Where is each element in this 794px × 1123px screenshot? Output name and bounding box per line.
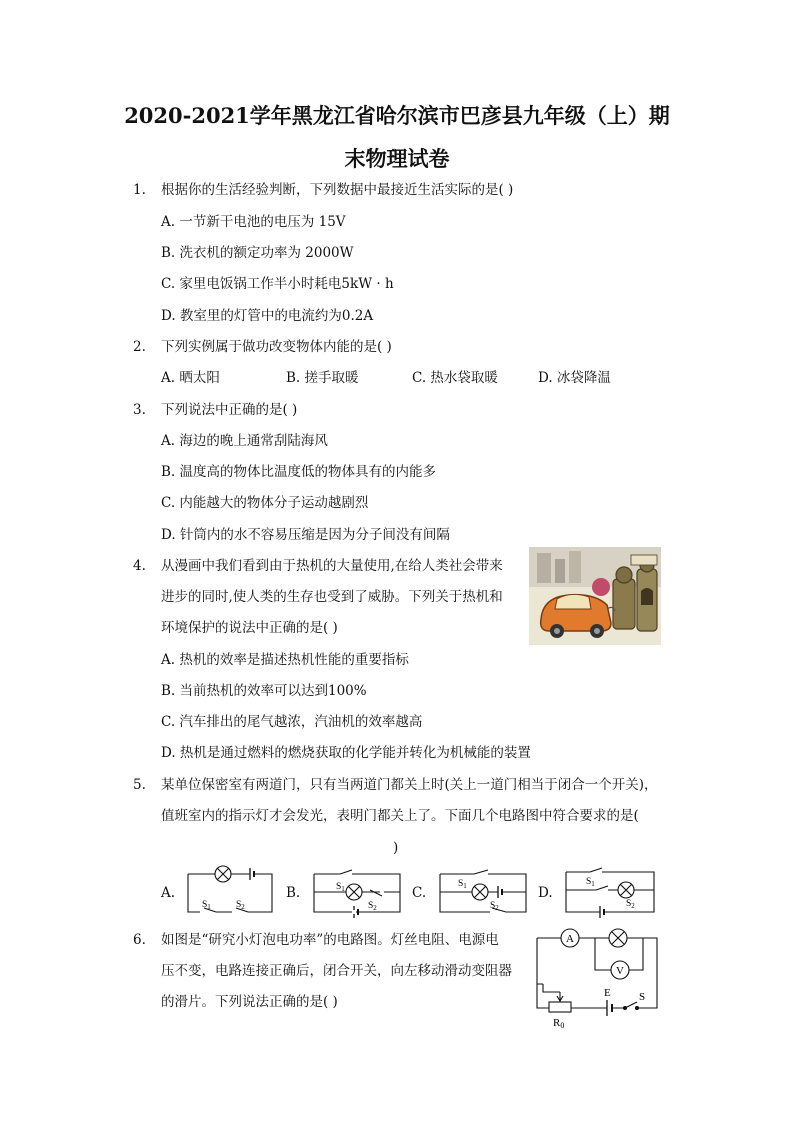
svg-text:E: E bbox=[604, 987, 611, 999]
svg-text:S2: $S_2$ bbox=[626, 899, 635, 910]
question-5-option-c: C. bbox=[412, 885, 427, 901]
question-4-option-b: B. 当前热机的效率可以达到100% bbox=[161, 683, 367, 699]
svg-text:A: A bbox=[566, 933, 574, 945]
svg-text:S1: $S_1$ bbox=[202, 900, 211, 911]
question-1-option-c: C. 家里电饭锅工作半小时耗电5kW · h bbox=[161, 276, 394, 292]
svg-text:S: S bbox=[639, 991, 646, 1003]
question-3-option-b: B. 温度高的物体比温度低的物体具有的内能多 bbox=[161, 464, 437, 480]
page-title-line1: 2020-2021学年黑龙江省哈尔滨市巴彦县九年级（上）期 bbox=[124, 103, 670, 128]
svg-text:S1: $S_1$ bbox=[586, 877, 595, 888]
svg-text:R0: R0 bbox=[553, 1017, 565, 1030]
question-2-option-b: B. 搓手取暖 bbox=[286, 370, 359, 386]
circuit-diagram-a bbox=[184, 862, 278, 920]
question-5-number: 5. bbox=[133, 777, 146, 793]
question-1-option-a: A. 一节新干电池的电压为 15V bbox=[161, 214, 346, 230]
circuit-diagram-d bbox=[562, 862, 658, 920]
svg-text:S2: $S_2$ bbox=[490, 901, 499, 912]
question-4-stem-line1: 从漫画中我们看到由于热机的大量使用,在给人类社会带来 bbox=[161, 558, 503, 574]
question-3-option-a: A. 海边的晚上通常刮陆海风 bbox=[161, 433, 328, 449]
question-4-stem-line2: 进步的同时,使人类的生存也受到了威胁。下列关于热机和 bbox=[161, 589, 503, 605]
question-4-option-a: A. 热机的效率是描述热机性能的重要指标 bbox=[161, 652, 409, 668]
question-6-number: 6. bbox=[133, 932, 146, 948]
question-3-number: 3. bbox=[133, 402, 146, 418]
cartoon-illustration bbox=[529, 547, 661, 645]
page-title-line2: 末物理试卷 bbox=[344, 146, 450, 171]
question-2-option-d: D. 冰袋降温 bbox=[538, 370, 611, 386]
question-2-number: 2. bbox=[133, 339, 146, 355]
question-4-stem-line3: 环境保护的说法中正确的是( ) bbox=[161, 620, 338, 636]
question-1-option-d: D. 教室里的灯管中的电流约为0.2A bbox=[161, 308, 374, 324]
svg-text:S1: $S_1$ bbox=[458, 879, 467, 890]
question-5-stem-line3: ) bbox=[393, 840, 399, 856]
question-1-option-b: B. 洗衣机的额定功率为 2000W bbox=[161, 245, 354, 261]
question-5-option-b: B. bbox=[286, 885, 301, 901]
svg-text:S1: $S_1$ bbox=[336, 882, 345, 893]
question-2-option-c: C. 热水袋取暖 bbox=[412, 370, 498, 386]
circuit-diagram-c bbox=[436, 862, 532, 920]
svg-text:V: V bbox=[616, 965, 624, 977]
question-6-stem-line1: 如图是“研究小灯泡电功率”的电路图。灯丝电阻、电源电 bbox=[161, 932, 499, 948]
question-4-number: 4. bbox=[133, 558, 146, 574]
question-3-option-c: C. 内能越大的物体分子运动越剧烈 bbox=[161, 495, 369, 511]
question-4-option-c: C. 汽车排出的尾气越浓，汽油机的效率越高 bbox=[161, 714, 423, 730]
circuit-diagram-q6 bbox=[533, 924, 665, 1032]
svg-text:S2: $S_2$ bbox=[236, 900, 245, 911]
question-2-stem: 下列实例属于做功改变物体内能的是( ) bbox=[161, 339, 392, 355]
circuit-diagram-b bbox=[310, 862, 406, 920]
question-1-stem: 根据你的生活经验判断，下列数据中最接近生活实际的是( ) bbox=[161, 182, 514, 198]
question-6-stem-line3: 的滑片。下列说法正确的是( ) bbox=[161, 994, 338, 1010]
question-3-stem: 下列说法中正确的是( ) bbox=[161, 402, 298, 418]
question-5-option-d: D. bbox=[538, 885, 553, 901]
question-6-stem-line2: 压不变，电路连接正确后，闭合开关，向左移动滑动变阻器 bbox=[161, 963, 512, 979]
question-3-option-d: D. 针筒内的水不容易压缩是因为分子间没有间隔 bbox=[161, 527, 450, 543]
question-5-stem-line2: 值班室内的指示灯才会发光，表明门都关上了。下面几个电路图中符合要求的是( bbox=[161, 808, 639, 824]
question-5-stem-line1: 某单位保密室有两道门，只有当两道门都关上时(关上一道门相当于闭合一个开关)， bbox=[161, 777, 658, 793]
question-4-option-d: D. 热机是通过燃料的燃烧获取的化学能并转化为机械能的装置 bbox=[161, 745, 531, 761]
question-2-option-a: A. 晒太阳 bbox=[161, 370, 220, 386]
question-1-number: 1. bbox=[133, 182, 146, 198]
question-5-option-a: A. bbox=[161, 885, 176, 901]
svg-text:S2: $S_2$ bbox=[368, 901, 377, 912]
